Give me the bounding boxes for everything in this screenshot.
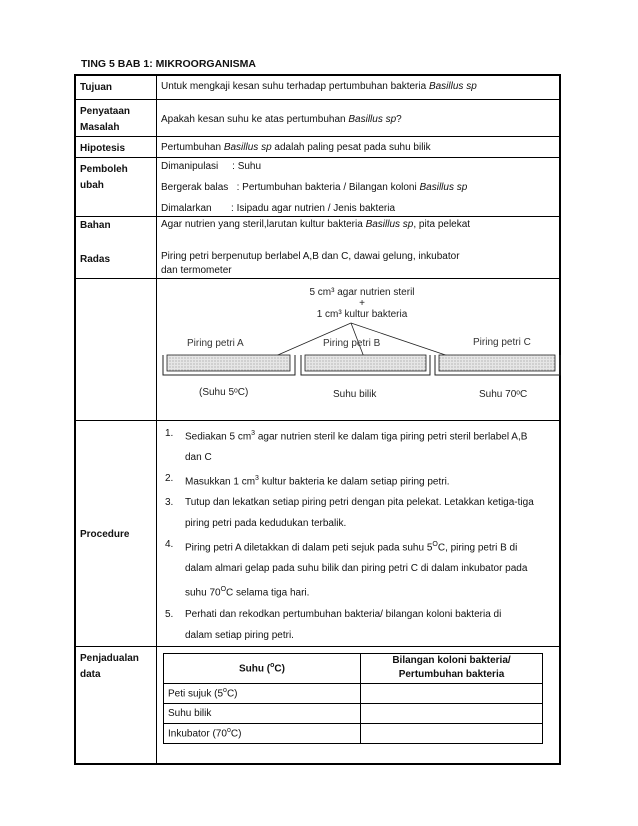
label-kultur: 1 cm³ kultur bakteria	[316, 308, 408, 320]
label-piring-petri-c: Piring petri C	[473, 336, 531, 348]
header-bilangan-koloni: Bilangan koloni bakteria/ Pertumbuhan bakteria	[361, 653, 543, 683]
procedure-step: 1. Sediakan 5 $cm^3$ agar nutrien steril ke dalam tiga piring petri steril berlabel A,B dan C	[165, 427, 528, 463]
cell-suhu-bilik: Suhu bilik	[164, 703, 361, 723]
petri-dish-c	[435, 355, 560, 375]
label-suhu-c: Suhu 70ᵒC	[479, 388, 528, 400]
header-suhu: Suhu ($^o$C)	[164, 653, 361, 683]
label-bahan-radas: Bahan Radas	[75, 216, 157, 278]
label-piring-petri-a: Piring petri A	[187, 337, 244, 349]
row-penyataan	[75, 99, 560, 136]
cell-empty[interactable]	[361, 723, 543, 743]
table-row	[164, 683, 543, 703]
value-hipotesis: Pertumbuhan Basillus sp adalah paling pesat pada suhu bilik	[157, 136, 561, 157]
experiment-diagram	[157, 279, 565, 417]
row-bahan-radas	[75, 216, 560, 278]
label-suhu-b: Suhu bilik	[333, 388, 377, 400]
label-diagram	[75, 278, 157, 420]
procedure-step: 5. Perhati dan rekodkan pertumbuhan bakteria/ bilangan koloni bakteria di dalam setiap piring petri.	[165, 608, 502, 641]
label-agar: 5 cm³ agar nutrien steril	[309, 286, 415, 298]
row-tujuan	[75, 75, 560, 99]
cell-inkubator: Inkubator (70$^o$C)	[164, 723, 361, 743]
procedure-step: 4. Piring petri A diletakkan di dalam peti sejuk pada suhu $5^OC$, piring petri B di dalam almari gelap pada suhu bilik dan piring petri C di dalam inkubator pada suhu $70^OC$ selama tiga hari.	[165, 539, 528, 599]
cell-peti-sujuk: Peti sujuk (5$^o$C)	[164, 683, 361, 703]
label-plus: +	[359, 297, 365, 309]
cell-empty[interactable]	[361, 683, 543, 703]
label-suhu-a: (Suhu 5ᵒC)	[199, 386, 249, 398]
row-pemboleh-ubah	[75, 157, 560, 216]
procedure-step: 3. Tutup dan lekatkan setiap piring petri dengan pita pelekat. Letakkan ketiga-tiga piring petri pada kedudukan terbalik.	[165, 497, 534, 530]
procedure-list	[157, 420, 561, 646]
value-penyataan: Apakah kesan suhu ke atas pertumbuhan Basillus sp?	[157, 99, 561, 136]
label-piring-petri-b: Piring petri B	[323, 337, 381, 349]
label-pemboleh-ubah: Pemboleh ubah	[75, 157, 157, 216]
label-hipotesis: Hipotesis	[75, 136, 157, 157]
experiment-table	[74, 74, 561, 765]
row-procedure	[75, 420, 560, 646]
page-title: TING 5 BAB 1: MIKROORGANISMA	[81, 58, 257, 70]
row-penjadualan	[75, 646, 560, 764]
diagram-cell	[157, 278, 561, 420]
value-tujuan: Untuk mengkaji kesan suhu terhadap pertumbuhan bakteria Basillus sp	[157, 75, 561, 99]
procedure-step: 2. Masukkan 1 $cm^3$ kultur bakteria ke dalam setiap piring petri.	[165, 472, 450, 488]
row-diagram	[75, 278, 560, 420]
table-row	[164, 703, 543, 723]
label-penjadualan: Penjadualan data	[75, 646, 157, 764]
label-procedure: Procedure	[75, 420, 157, 646]
table-row	[164, 723, 543, 743]
label-penyataan: Penyataan Masalah	[75, 99, 157, 136]
results-table	[163, 653, 543, 744]
label-tujuan: Tujuan	[75, 75, 157, 99]
value-penjadualan	[157, 646, 561, 764]
value-pemboleh-ubah: Dimanipulasi : Suhu Bergerak balas : Pertumbuhan bakteria / Bilangan koloni Basillus sp Dimalarkan : Isipadu agar nutrien / Jenis bakteria	[157, 157, 561, 216]
row-hipotesis	[75, 136, 560, 157]
cell-empty[interactable]	[361, 703, 543, 723]
value-bahan-radas: Agar nutrien yang steril,larutan kultur bakteria Basillus sp, pita pelekat Piring petri berpenutup berlabel A,B dan C, dawai gelung, inkubator dan termometer	[157, 216, 561, 278]
petri-dish-b	[301, 355, 430, 375]
petri-dish-a	[163, 355, 295, 375]
